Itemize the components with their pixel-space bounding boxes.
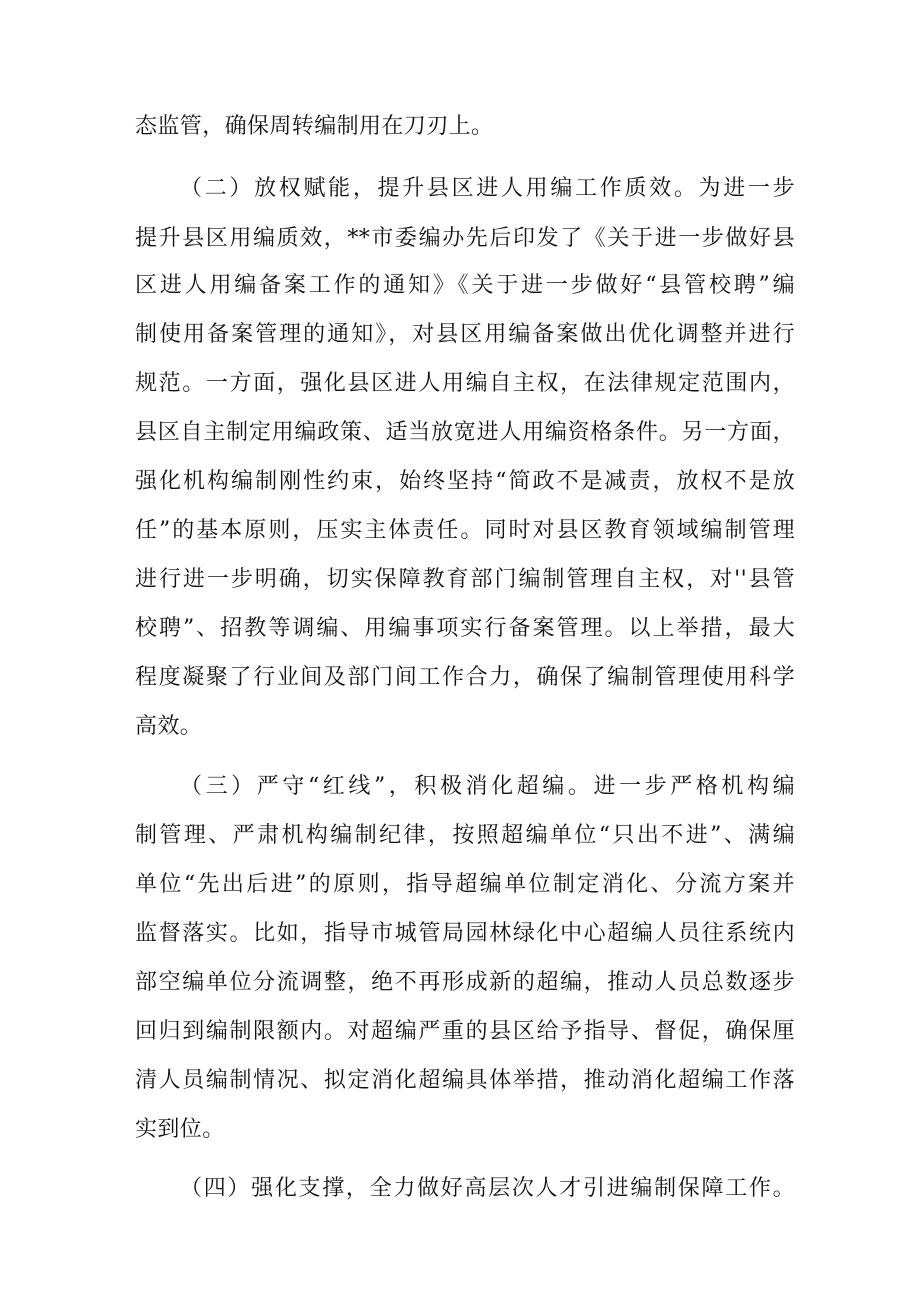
text-line: 高效。 [135,714,203,739]
text-line: 实到位。 [135,1117,225,1142]
text-line: 制管理、严肃机构编制纪律，按照超编单位“只出不进”、满编 [135,823,795,848]
text-line: 提升县区用编质效，**市委编办先后印发了《关于进一步做好县 [135,226,795,251]
text-line: 制使用备案管理的通知》，对县区用编备案做出优化调整并进行 [135,322,795,347]
text-line: 县区自主制定用编政策、适当放宽进人用编资格条件。另一方面， [135,420,795,445]
text-line: 进行进一步明确，切实保障教育部门编制管理自主权，对''县管 [135,567,795,592]
section-heading: （三）严守“红线”，积极消化超编。进一步严格机构编 [180,774,795,799]
section-heading: （二）放权赋能，提升县区进人用编工作质效。为进一步 [180,176,795,201]
text-line: 监督落实。比如，指导市城管局园林绿化中心超编人员往系统内 [135,921,795,946]
text-line: 校聘”、招教等调编、用编事项实行备案管理。以上举措，最大 [135,616,795,641]
text-line: 部空编单位分流调整，绝不再形成新的超编，推动人员总数逐步 [135,970,795,995]
section-heading: （四）强化支撑，全力做好高层次人才引进编制保障工作。 [180,1176,795,1201]
text-line: 清人员编制情况、拟定消化超编具体举措，推动消化超编工作落 [135,1068,795,1093]
text-line: 回归到编制限额内。对超编严重的县区给予指导、督促，确保厘 [135,1019,795,1044]
text-line: 态监管，确保周转编制用在刀刃上。 [135,114,494,139]
text-line: 规范。一方面，强化县区进人用编自主权，在法律规定范围内， [135,371,795,396]
text-line: 任”的基本原则，压实主体责任。同时对县区教育领域编制管理 [135,518,795,543]
text-line: 强化机构编制刚性约束，始终坚持“简政不是减责，放权不是放 [135,469,795,494]
text-line: 单位“先出后进”的原则，指导超编单位制定消化、分流方案并 [135,872,795,897]
text-line: 程度凝聚了行业间及部门间工作合力，确保了编制管理使用科学 [135,665,795,690]
text-line: 区进人用编备案工作的通知》《关于进一步做好“县管校聘”编 [135,273,795,298]
